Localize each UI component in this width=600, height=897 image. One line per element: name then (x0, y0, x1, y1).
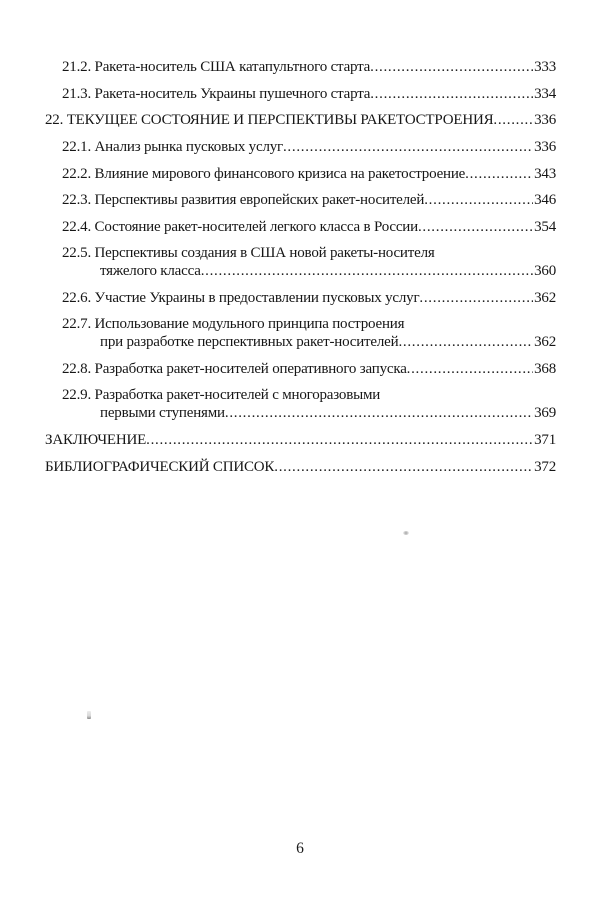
toc-entry-label: тяжелого класса (100, 263, 201, 280)
toc-entry-label: 22.4. Состояние ракет-носителей легкого класса в России (62, 219, 418, 236)
scan-speck (87, 711, 91, 719)
table-of-contents (45, 54, 556, 480)
toc-entry-22-9-line1 (45, 383, 556, 401)
scan-speck (403, 531, 409, 535)
dot-leader (493, 107, 533, 134)
toc-entry-bibliography (45, 454, 556, 481)
toc-entry-page: 354 (534, 219, 556, 236)
toc-entry-page: 362 (534, 290, 556, 307)
toc-entry-22-8 (45, 356, 556, 383)
toc-entry-22-4 (45, 214, 556, 241)
toc-entry-page: 336 (534, 112, 556, 129)
toc-entry-21-3 (45, 81, 556, 108)
toc-entry-label: при разработке перспективных ракет-носителей (100, 334, 399, 351)
toc-entry-22-1 (45, 134, 556, 161)
dot-leader (274, 454, 533, 481)
toc-entry-label: 22.8. Разработка ракет-носителей оперативного запуска (62, 361, 407, 378)
dot-leader (370, 54, 533, 81)
toc-entry-page: 362 (534, 334, 556, 351)
toc-entry-22-5-line2 (45, 258, 556, 285)
toc-entry-label: 22.6. Участие Украины в предоставлении пусковых услуг (62, 290, 420, 307)
toc-entry-label: 22.2. Влияние мирового финансового кризиса на ракетостроение (62, 165, 466, 182)
toc-entry-page: 336 (534, 139, 556, 156)
toc-entry-conclusion (45, 427, 556, 454)
dot-leader (407, 356, 533, 383)
dot-leader (146, 427, 533, 454)
toc-entry-22-7-line2 (45, 329, 556, 356)
dot-leader (283, 134, 533, 161)
dot-leader (370, 81, 533, 108)
dot-leader (398, 329, 533, 356)
toc-entry-page: 368 (534, 361, 556, 378)
dot-leader (419, 285, 533, 312)
toc-entry-label: БИБЛИОГРАФИЧЕСКИЙ СПИСОК (45, 458, 275, 475)
toc-entry-page: 333 (534, 59, 556, 75)
toc-entry-page: 372 (534, 458, 556, 475)
toc-entry-page: 334 (534, 85, 556, 102)
toc-entry-page: 371 (534, 432, 556, 449)
toc-entry-label: ЗАКЛЮЧЕНИЕ (45, 432, 147, 449)
toc-entry-label: 21.3. Ракета-носитель Украины пушечного старта (62, 85, 371, 102)
dot-leader (225, 400, 533, 427)
toc-entry-21-2 (45, 54, 556, 81)
toc-entry-22-6 (45, 285, 556, 312)
toc-entry-page: 369 (534, 405, 556, 422)
toc-entry-22-2 (45, 161, 556, 188)
dot-leader (418, 214, 533, 241)
page-number: 6 (296, 840, 304, 857)
toc-entry-page: 343 (534, 165, 556, 182)
toc-entry-22-7-line1 (45, 312, 556, 330)
toc-entry-label: 21.2. Ракета-носитель США катапультного старта (62, 59, 371, 75)
toc-entry-page: 360 (534, 263, 556, 280)
toc-entry-label: 22.3. Перспективы развития европейских ракет-носителей (62, 192, 425, 209)
toc-entry-22-5-line1 (45, 241, 556, 259)
toc-entry-page: 346 (534, 192, 556, 209)
dot-leader (424, 187, 533, 214)
toc-entry-22-9-line2 (45, 400, 556, 427)
toc-entry-label: 22. ТЕКУЩЕЕ СОСТОЯНИЕ И ПЕРСПЕКТИВЫ РАКЕТОСТРОЕНИЯ (45, 112, 494, 129)
toc-entry-label: 22.1. Анализ рынка пусковых услуг (62, 139, 283, 156)
toc-entry-label: первыми ступенями (100, 405, 225, 422)
toc-entry-22-3 (45, 187, 556, 214)
toc-entry-label: 22.5. Перспективы создания в США новой ракеты-носителя (62, 244, 435, 261)
dot-leader (201, 258, 533, 285)
dot-leader (465, 161, 533, 188)
toc-entry-label: 22.7. Использование модульного принципа построения (62, 315, 405, 332)
toc-entry-label: 22.9. Разработка ракет-носителей с многоразовыми (62, 386, 381, 403)
toc-entry-22 (45, 107, 556, 134)
